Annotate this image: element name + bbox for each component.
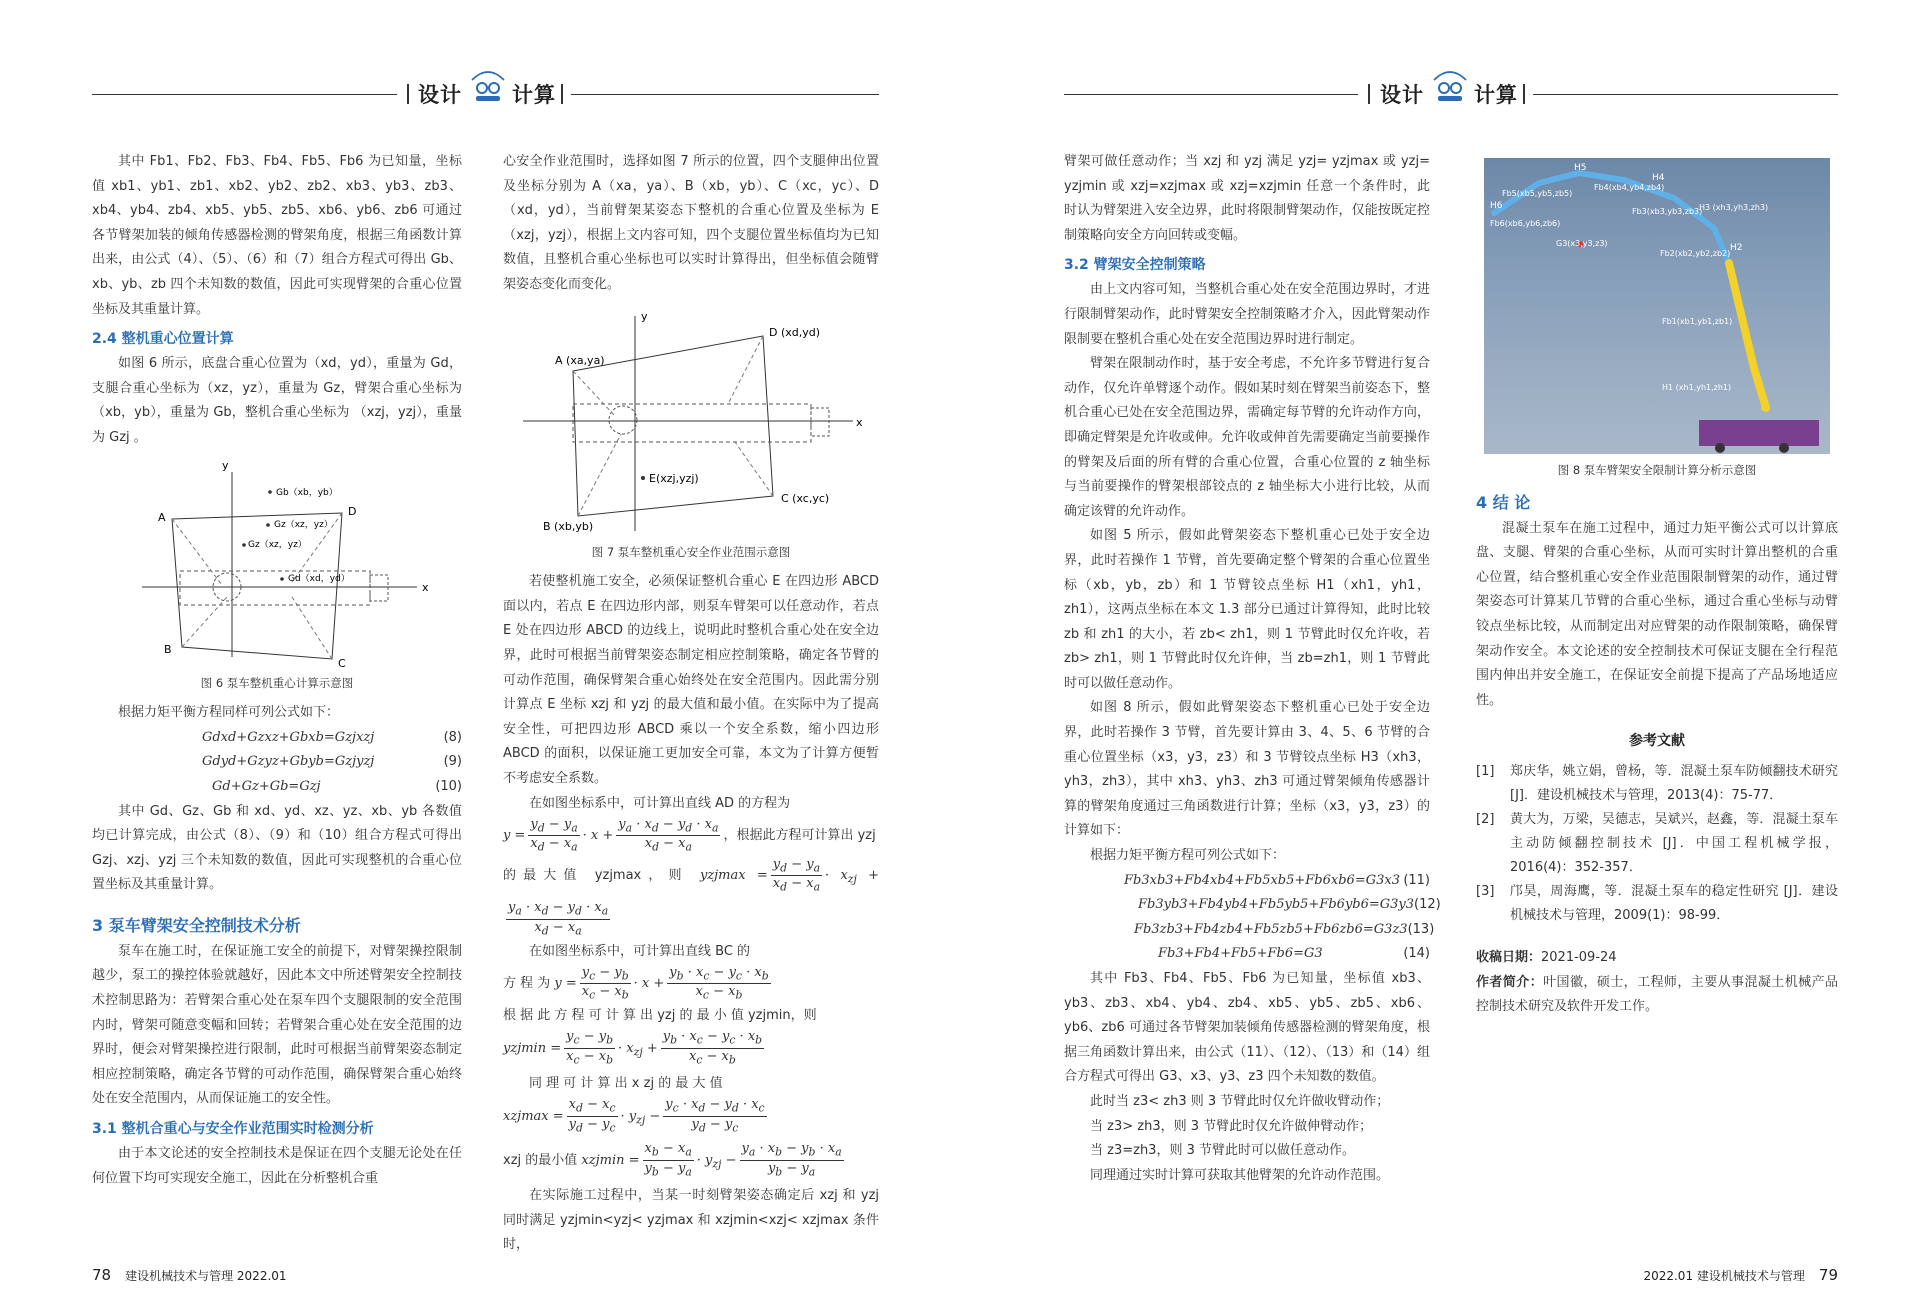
paragraph: 在实际施工过程中，当某一时刻臂架姿态确定后 xzj 和 yzj 同时满足 yzjmin<yzj< yzjmax 和 xzjmin<xzj< xzjmax 条件时， — [503, 1188, 879, 1253]
figure-8-caption: 图 8 泵车臂架安全限制计算分析示意图 — [1557, 463, 1757, 477]
reference-item: [1] 郑庆华，姚立娟，曾杨，等．混凝土泵车防倾翻技术研究 [J]．建设机械技术与管理，2013(4)：75-77． — [1476, 763, 1838, 803]
equation-13: Fb3zb3+Fb4zb4+Fb5zb5+Fb6zb6=G3z3 (13) — [1134, 921, 1435, 937]
h2-label: H2 — [1730, 243, 1743, 253]
formula-xzjmin: xzj 的最小值 xzjmin = $\frac{x_b - x_a}{y_b - y_a}$ · $y_{zj}$ − $\frac{y_a \cdot x_b - y_b \cdot x_a}{y_b - y_a}$ — [503, 1141, 842, 1179]
header-rule-right — [1533, 94, 1838, 95]
paragraph: 心安全作业范围时，选择如图 7 所示的位置，四个支腿伸出位置及坐标分别为 A（xa，ya）、B（xb，yb）、C（xc，yc）、D（xd，yd），当前臂架某姿态下整机的合重心位置及坐标为 E（xzj，yzj），根据上文内容可知，四个支腿位置坐标值均为已知数值，且整机合重心坐标也可以实时计算得出，但坐标值会随臂架姿态变化而变化。 — [503, 154, 879, 292]
fb2-label: Fb2(xb2,yb2,zb2) — [1660, 249, 1731, 258]
paragraph: 此时当 z3< zh3 则 3 节臂此时仅允许做收臂动作； — [1090, 1093, 1390, 1109]
figure-6-diagram — [92, 457, 462, 667]
paragraph: 根 据 此 方 程 可 计 算 出 yzj 的 最 小 值 yzjmin，则 — [503, 1008, 817, 1024]
axis-y-label: y — [641, 309, 648, 323]
point-a-label: A — [158, 510, 166, 524]
author-bio: 作者简介：叶国徽，硕士，工程师，主要从事混凝土机械产品控制技术研究及软件开发工作。 — [1476, 974, 1838, 1015]
figure-7-diagram — [503, 306, 879, 536]
paragraph: 泵车在施工时，在保证施工安全的前提下，对臂架操控限制越少，泵工的操控体验就越好，因此本文中所述臂架安全控制技术控制思路为：若臂架合重心处在泵车四个支腿限制的安全范围内时，臂架可随意变幅和回转；若臂架合重心处在安全范围的边界时，便会对臂架操控进行限制，此时可根据当前臂架姿态制定相应控制策略，确定各节臂的可动作范围，确保臂架合重心始终处在安全范围内，从而保证施工的安全性。 — [92, 943, 462, 1107]
axis-x-label: x — [422, 580, 429, 594]
paragraph: 在如图坐标系中，可计算出直线 BC 的 — [529, 943, 751, 959]
gz-label: Gz（xz，yz） — [274, 519, 333, 530]
formula-ad: y = $\frac{y_d - y_a}{x_d - x_a}$ · x + $\frac{y_a \cdot x_d - y_d \cdot x_a}{x_d - x_a}$ ，根据此方程可计算出 yzj — [503, 816, 876, 854]
point-c-label: C (xc,yc) — [781, 491, 830, 505]
paragraph: 同理通过实时计算可获取其他臂架的允许动作范围。 — [1090, 1167, 1390, 1183]
header-rule-right — [571, 94, 879, 95]
axis-y-label: y — [222, 458, 229, 472]
right-column-1 — [1064, 150, 1441, 1188]
h4-label: H4 — [1652, 173, 1665, 183]
section-heading: 4 结 论 — [1476, 492, 1531, 512]
reference-item: [2] 黄大为，万梁，吴德志，吴斌兴，赵鑫，等．混凝土泵车主动防倾翻控制技术 [J]．中国工程机械学报，2016(4)：352-357． — [1476, 811, 1838, 875]
left-column-1 — [92, 150, 462, 1191]
section-heading: 3.2 臂架安全控制策略 — [1064, 257, 1206, 274]
paragraph: 臂架可做任意动作；当 xzj 和 yzj 满足 yzj= yzjmax 或 yzj= yzjmin 或 xzj=xzjmax 或 xzj=xzjmin 任意一个条件时，此时认为臂架进入安全边界，此时将限制臂架动作，仅能按既定控制策略向安全方向回转或变幅。 — [1064, 154, 1430, 243]
fb4-label: Fb4(xb4,yb4,zb4) — [1594, 183, 1665, 192]
paragraph: 如图 6 所示，底盘合重心位置为（xd，yd），重量为 Gd，支腿合重心坐标为（xz，yz），重量为 Gz，臂架合重心坐标为（xb，yb），重量为 Gb，整机合重心坐标为 （xzj，yzj），重量为 Gzj 。 — [92, 356, 462, 445]
section-heading: 2.4 整机重心位置计算 — [92, 331, 234, 348]
point-d-label: D (xd,yd) — [769, 325, 821, 339]
header-word-design: 设计 — [418, 83, 462, 107]
header-word-calc: 计算 — [512, 83, 556, 107]
header-word-calc: 计算 — [1474, 83, 1518, 107]
journal-name: 建设机械技术与管理 2022.01 — [125, 1269, 287, 1283]
equation-12: Fb3yb3+Fb4yb4+Fb5yb5+Fb6yb6=G3y3 (12) — [1138, 897, 1441, 913]
fb3-label: Fb3(xb3,yb3,zb3) — [1632, 207, 1703, 216]
header-word-design: 设计 — [1380, 83, 1424, 107]
header-tick — [407, 84, 409, 104]
header-rule-left — [92, 94, 397, 95]
point-a-label: A (xa,ya) — [555, 353, 605, 367]
paragraph: 在如图坐标系中，可计算出直线 AD 的方程为 — [529, 795, 791, 811]
page-number: 78 — [92, 1266, 112, 1284]
paragraph: 由上文内容可知，当整机合重心处在安全范围边界时，才进行限制臂架动作，此时臂架安全控制策略才介入，因此臂架动作限制要在整机合重心处在安全范围边界时进行制定。 — [1064, 282, 1430, 347]
fb5-label: Fb5(xb5,yb5,zb5) — [1502, 189, 1573, 198]
point-c-label: C — [338, 656, 346, 667]
equation-9: Gdyd+Gzyz+Gbyb=Gzjyzj (9) — [202, 754, 462, 770]
paragraph: 由于本文论述的安全控制技术是保证在四个支腿无论处在任何位置下均可实现安全施工，因此在分析整机合重 — [92, 1146, 462, 1186]
paragraph: 臂架在限制动作时，基于安全考虑，不允许多节臂进行复合动作，仅允许单臂逐个动作。假如某时刻在臂架当前姿态下，整机合重心已处在安全范围边界，需确定每节臂的允许动作方向，即确定臂架是允许收或伸。允许收或伸首先需要确定当前要操作的臂架及后面的所有臂的合重心位置，合重心位置的 z 轴坐标与当前要操作的臂架根部铰点的 z 轴坐标大小进行比较，从而确定该臂的允许动作。 — [1064, 356, 1430, 519]
paragraph: 根据力矩平衡方程可列公式如下： — [1090, 848, 1286, 864]
section-heading: 3.1 整机合重心与安全作业范围实时检测分析 — [92, 1121, 374, 1138]
g3-label: G3(x3,y3,z3) — [1556, 239, 1608, 248]
formula-yzjmin: yzjmin = $\frac{y_c - y_b}{x_c - x_b}$ · $x_{zj}$ + $\frac{y_b \cdot x_c - y_c \cdot x_b}{x_c - x_b}$ — [503, 1029, 763, 1067]
header-tick — [561, 84, 563, 104]
equation-8: Gdxd+Gzxz+Gbxb=Gzjxzj (8) — [202, 729, 462, 745]
header-tick — [1523, 84, 1525, 104]
paragraph: 若使整机施工安全，必须保证整机合重心 E 在四边形 ABCD 面以内，若点 E 在四边形内部，则泵车臂架可以任意动作，若点 E 处在四边形 ABCD 的边线上，说明此时整机合重心处在安全边界，此时可根据当前臂架姿态制定相应控制策略，确定各节臂的可动作范围，确保臂架合重心始终处在安全范围内。因此需分别计算点 E 坐标 xzj 和 yzj 的最大值和最小值。在实际中为了提高安全性，可把四边形 ABCD 乘以一个安全系数，缩小四边形 ABCD 的面积，以保证施工更加安全可靠，本文为了计算方便暂不考虑安全系数。 — [503, 574, 879, 786]
point-b-label: B — [164, 642, 172, 656]
h1-label: H1 (xh1,yh1,zh1) — [1662, 383, 1732, 392]
equation-14: Fb3+Fb4+Fb5+Fb6=G3 (14) — [1158, 946, 1430, 962]
left-column-2 — [503, 150, 879, 1258]
footer-left — [92, 1266, 287, 1284]
formula-bc: 方 程 为 y = $\frac{y_c - y_b}{x_c - x_b}$ · x + $\frac{y_b \cdot x_c - y_c \cdot x_b}{x_c - x_b}$ — [503, 964, 769, 1002]
axis-x-label: x — [856, 415, 863, 429]
figure-6-caption: 图 6 泵车整机重心计算示意图 — [200, 675, 354, 690]
paragraph: 其中 Fb1、Fb2、Fb3、Fb4、Fb5、Fb6 为已知量，坐标值 xb1、yb1、zb1、xb2、yb2、zb2、xb3、yb3、zb3、xb4、yb4、zb4、xb5、yb5、zb5、xb6、yb6、zb6 可通过各节臂架加装的倾角传感器检测的臂架角度，根据三角函数计算出来，由公式（4）、（5）、（6）和（7）组合方程式可得出 Gb、xb、yb、zb 四个未知数的数值，因此可实现臂架的合重心位置坐标及其重量计算。 — [92, 154, 462, 317]
page-number: 79 — [1818, 1266, 1838, 1284]
h3-label: H3 (xh3,yh3,zh3) — [1699, 203, 1769, 212]
gd-label: Gd（xd，yd） — [288, 573, 350, 584]
section-heading: 3 泵车臂架安全控制技术分析 — [92, 915, 301, 935]
formula-yzjmax: 的最大值 yzjmax，则 yzjmax = $\frac{y_d - y_a}{x_d - x_a}$ · $x_{zj}$ + $\frac{y_a \cdot x_d - y_d \cdot x_a}{x_d - x_a}$ — [503, 856, 880, 938]
right-page — [960, 0, 1920, 1303]
header-rule-left — [1064, 94, 1358, 95]
paragraph: 其中 Fb3、Fb4、Fb5、Fb6 为已知量，坐标值 xb3、yb3、zb3、xb4、yb4、zb4、xb5、yb5、zb5、xb6、yb6、zb6 可通过各节臂架加装倾角传感器检测的臂架角度，根据三角函数计算出来，由公式（11）、（12）、（13）和（14）组合方程式可得出 G3、x3、y3、z3 四个未知数的数值。 — [1064, 971, 1430, 1085]
paragraph: 同 理 可 计 算 出 x zj 的 最 大 值 — [529, 1076, 723, 1092]
equation-10: Gd+Gz+Gb=Gzj (10) — [212, 778, 462, 794]
gz2-label: Gz（xz，yz） — [248, 539, 307, 550]
paragraph: 如图 5 所示，假如此臂架姿态下整机重心已处于安全边界，此时若操作 1 节臂，首先要确定整个臂架的合重心位置坐标（xb，yb，zb）和 1 节臂铰点坐标 H1（xh1，yh1，zh1），这两点坐标在本文 1.3 部分已通过计算得知，此时比较 zb 和 zh1 的大小，若 zb< zh1，则 1 节臂此时仅允许收，若 zb> zh1，则 1 节臂此时仅允许伸，当 zb=zh1，则 1 节臂此时可以做任意动作。 — [1064, 528, 1430, 691]
gear-person-icon — [1430, 66, 1470, 106]
figure-7-caption: 图 7 泵车整机重心安全作业范围示意图 — [591, 544, 791, 559]
right-column-2 — [1476, 150, 1838, 1020]
footer-right — [1643, 1266, 1838, 1284]
h5-label: H5 — [1574, 163, 1587, 173]
paragraph: 当 z3> zh3，则 3 节臂此时仅允许做伸臂动作； — [1090, 1118, 1373, 1134]
paragraph: 其中 Gd、Gz、Gb 和 xd、yd、xz、yz、xb、yb 各数值均已计算完成，由公式（8）、（9）和（10）组合方程式可得出 Gzj、xzj、yzj 三个未知数的数值，因此可实现整机的合重心位置坐标及其重量计算。 — [92, 803, 462, 893]
fb6-label: Fb6(xb6,yb6,zb6) — [1490, 219, 1561, 228]
h6-label: H6 — [1490, 201, 1503, 211]
journal-name: 2022.01 建设机械技术与管理 — [1643, 1269, 1805, 1283]
equation-11: Fb3xb3+Fb4xb4+Fb5xb5+Fb6xb6=G3x3 (11) — [1124, 872, 1430, 888]
reference-item: [3] 邝昊，周海鹰，等．混凝土泵车的稳定性研究 [J]．建设机械技术与管理，2009(1)：98-99． — [1476, 883, 1838, 923]
received-date: 收稿日期：2021-09-24 — [1476, 949, 1617, 965]
gear-person-icon — [468, 66, 508, 106]
references-title: 参考文献 — [1629, 733, 1685, 750]
references-list — [1476, 760, 1838, 928]
figure-8-photo — [1484, 158, 1830, 454]
point-b-label: B (xb,yb) — [543, 519, 594, 533]
paragraph: 如图 8 所示，假如此臂架姿态下整机重心已处于安全边界，此时若操作 3 节臂，首先要计算由 3、4、5、6 节臂的合重心位置坐标（x3，y3，z3）和 3 节臂铰点坐标 H3（xh3，yh3，zh3），其中 xh3、yh3、zh3 可通过臂架倾角传感器计算的臂架角度通过三角函数进行计算；坐标（x3，y3，z3）的计算如下： — [1064, 700, 1430, 839]
paragraph: 混凝土泵车在施工过程中，通过力矩平衡公式可以计算底盘、支腿、臂架的合重心坐标，从而可实时计算出整机的合重心位置，结合整机重心安全作业范围限制臂架的动作，通过臂架姿态可计算某几节臂的合重心坐标，通过合重心坐标与动臂铰点坐标比较，从而制定出对应臂架的动作限制策略，确保臂架动作安全。本文论述的安全控制技术可保证支腿在全行程范围内伸出并安全施工，在保证安全前提下提高了产品场地适应性。 — [1476, 520, 1838, 708]
point-d-label: D — [348, 504, 357, 518]
paragraph: 当 z3=zh3，则 3 节臂此时可以做任意动作。 — [1090, 1143, 1355, 1159]
gb-label: Gb（xb，yb） — [276, 487, 338, 498]
fb1-label: Fb1(xb1,yb1,zb1) — [1662, 317, 1733, 326]
paragraph: 根据力矩平衡方程同样可列公式如下： — [118, 705, 340, 721]
formula-xzjmax: xzjmax = $\frac{x_d - x_c}{y_d - y_c}$ · $y_{zj}$ − $\frac{y_c \cdot x_d - y_d \cdot x_c}{y_d - y_c}$ — [503, 1097, 765, 1135]
header-tick — [1368, 84, 1370, 104]
point-e-label: E(xzj,yzj) — [649, 471, 699, 485]
